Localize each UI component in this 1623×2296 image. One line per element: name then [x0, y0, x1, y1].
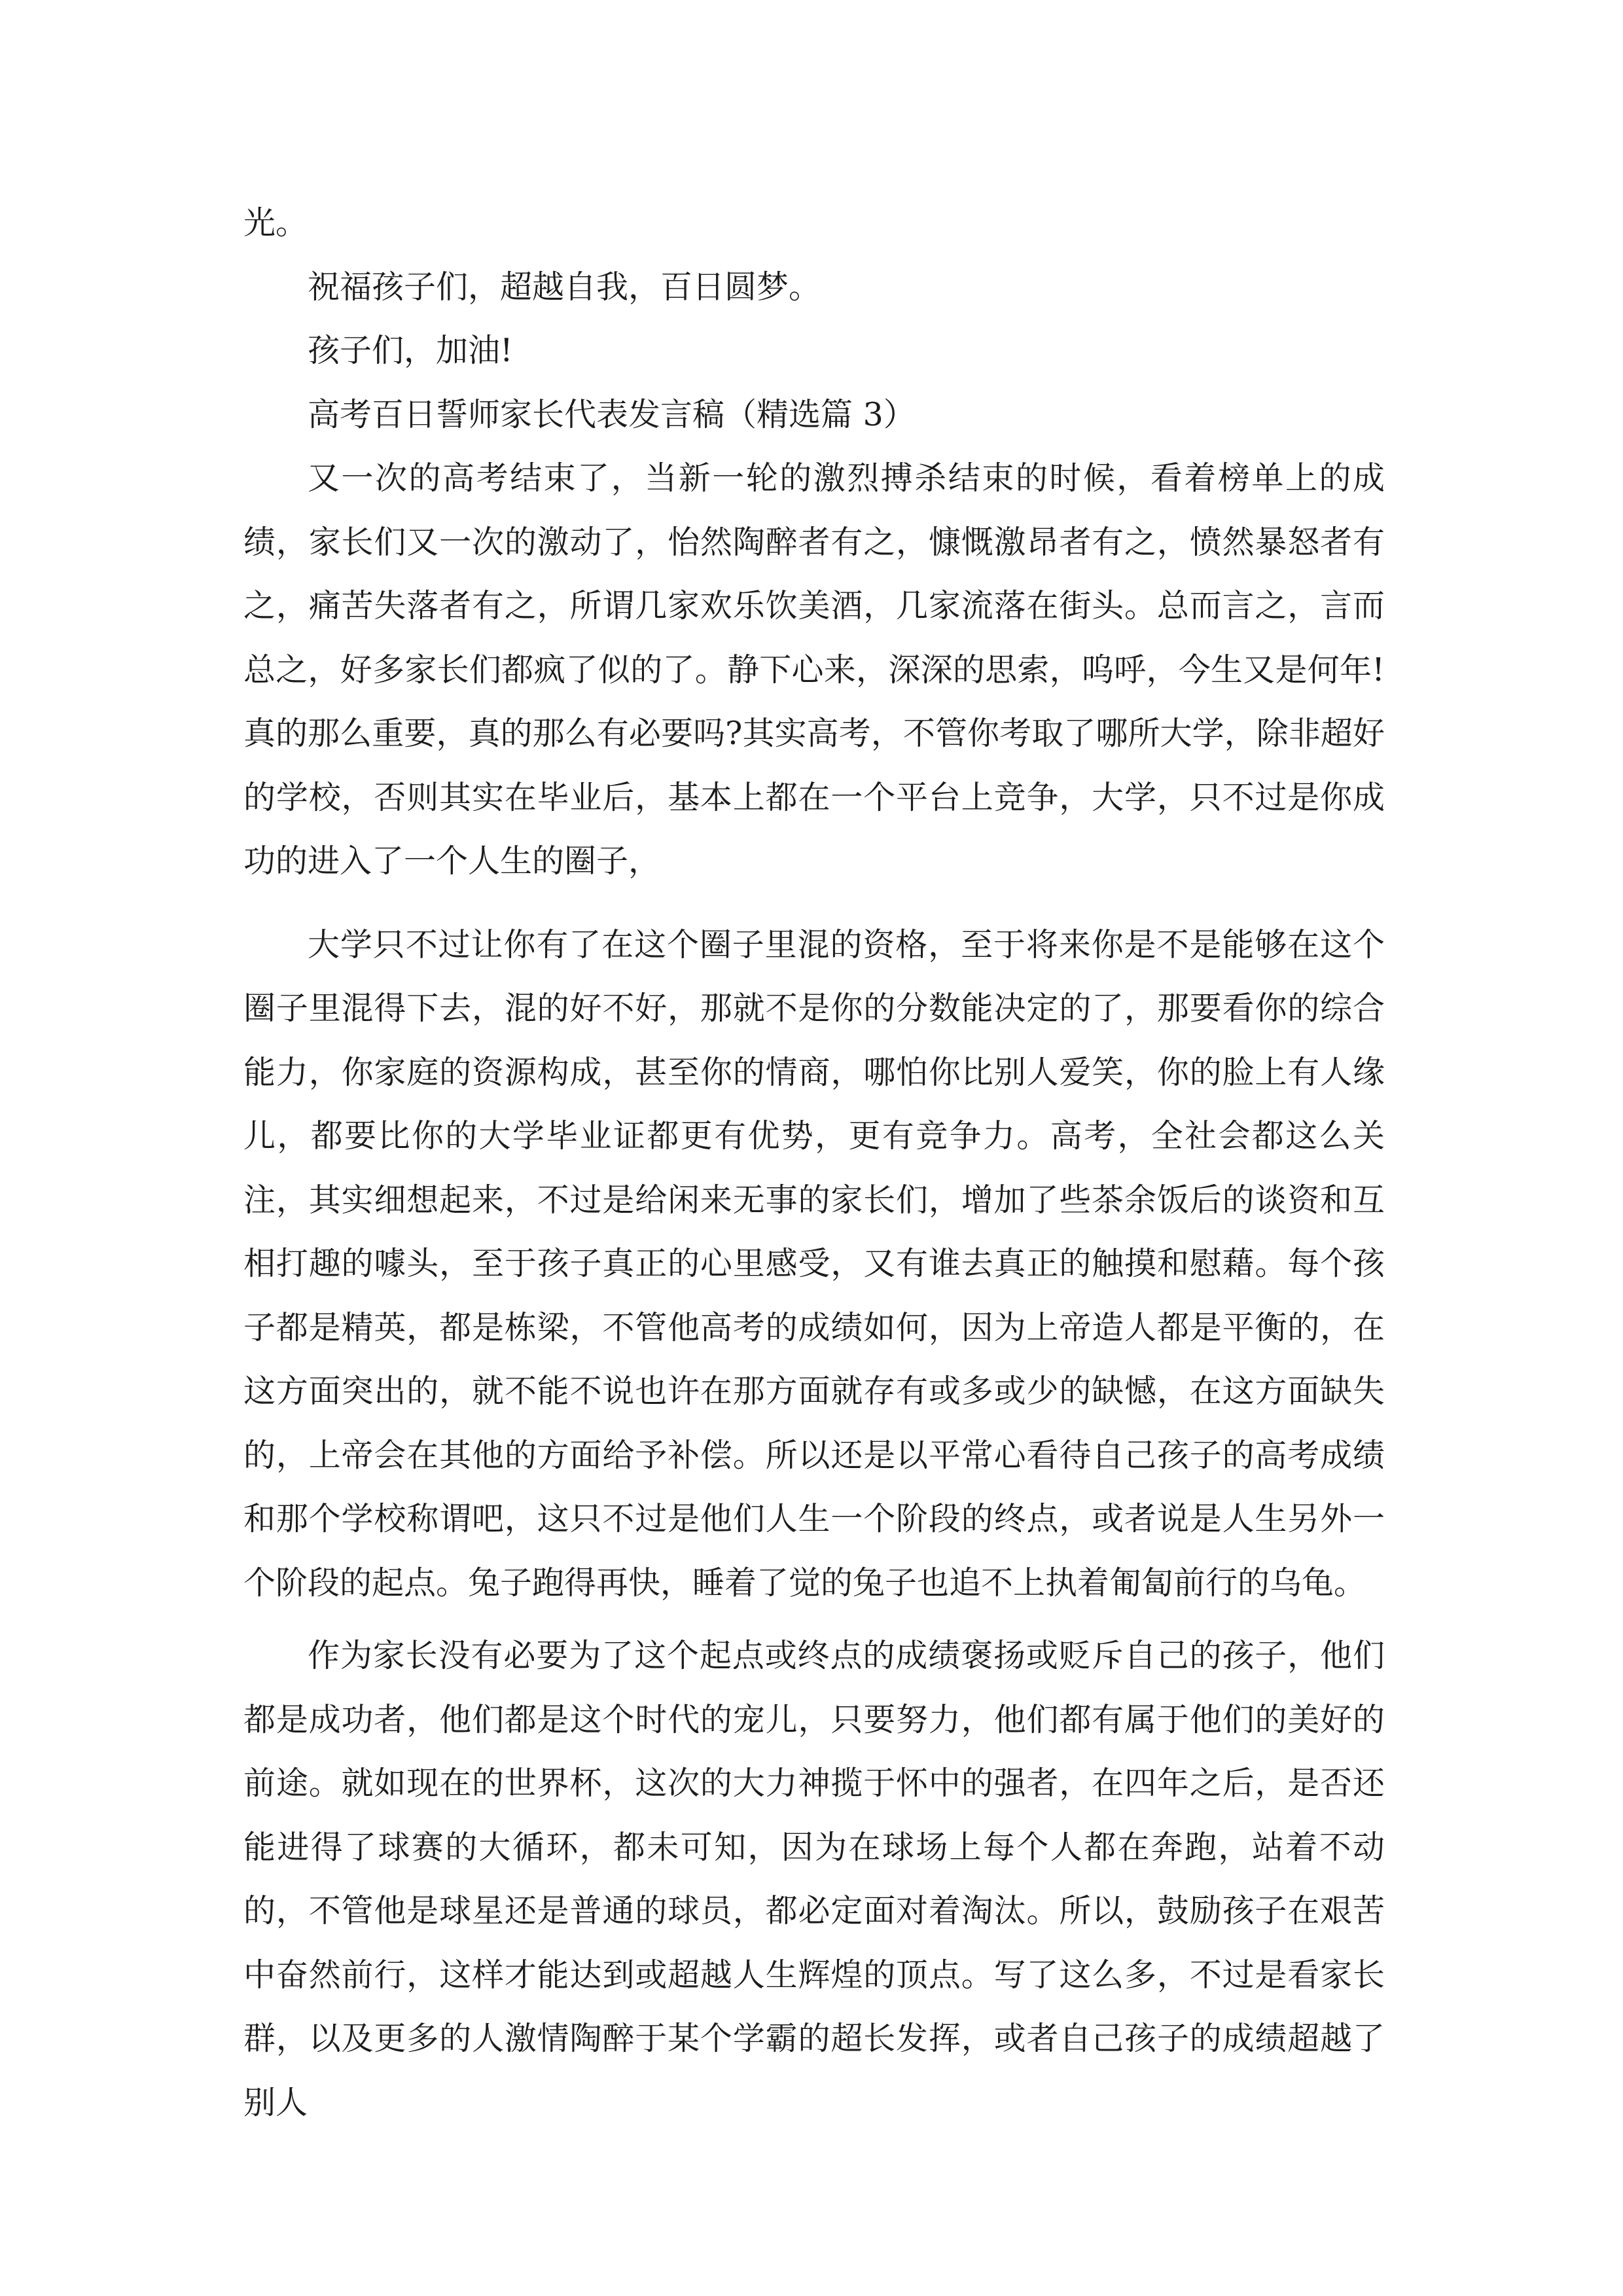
section-heading: 高考百日誓师家长代表发言稿（精选篇 3） [308, 395, 916, 433]
document-body [243, 191, 1385, 2134]
paragraph-body-2: 大学只不过让你有了在这个圈子里混的资格，至于将来你是不是能够在这个圈子里混得下去，混的好不好，那就不是你的分数能决定的了，那要看你的综合能力，你家庭的资源构成，甚至你的情商，哪怕你比别人爱笑，你的脸上有人缘儿，都要比你的大学毕业证都更有优势，更有竞争力。高考，全社会都这么关注，其实细想起来，不过是给闲来无事的家长们，增加了些茶余饭后的谈资和互相打趣的噱头，至于孩子真正的心里感受，又有谁去真正的触摸和慰藉。每个孩子都是精英，都是栋梁，不管他高考的成绩如何，因为上帝造人都是平衡的，在这方面突出的，就不能不说也许在那方面就存有或多或少的缺憾，在这方面缺失的，上帝会在其他的方面给予补偿。所以还是以平常心看待自己孩子的高考成绩和那个学校称谓吧，这只不过是他们人生一个阶段的终点，或者说是人生另外一个阶段的起点。兔子跑得再快，睡着了觉的兔子也追不上执着匍匐前行的乌龟。 [243, 925, 1385, 1602]
paragraph-continuation: 光。 [243, 204, 308, 242]
paragraph-body-1: 又一次的高考结束了，当新一轮的激烈搏杀结束的时候，看着榜单上的成绩，家长们又一次的激动了，怡然陶醉者有之，慷慨激昂者有之，愤然暴怒者有之，痛苦失落者有之，所谓几家欢乐饮美酒，几家流落在街头。总而言之，言而总之，好多家长们都疯了似的了。静下心来，深深的思索，呜呼，今生又是何年!真的那么重要，真的那么有必要吗?其实高考，不管你考取了哪所大学，除非超好的学校，否则其实在毕业后，基本上都在一个平台上竞争，大学，只不过是你成功的进入了一个人生的圈子， [243, 459, 1385, 880]
paragraph-body-3: 作为家长没有必要为了这个起点或终点的成绩褒扬或贬斥自己的孩子，他们都是成功者，他们都是这个时代的宠儿，只要努力，他们都有属于他们的美好的前途。就如现在的世界杯，这次的大力神揽于怀中的强者，在四年之后，是否还能进得了球赛的大循环，都未可知，因为在球场上每个人都在奔跑，站着不动的，不管他是球星还是普通的球员，都必定面对着淘汰。所以，鼓励孩子在艰苦中奋然前行，这样才能达到或超越人生辉煌的顶点。写了这么多，不过是看家长群，以及更多的人激情陶醉于某个学霸的超长发挥，或者自己孩子的成绩超越了别人 [243, 1637, 1385, 2121]
paragraph-cheer: 孩子们，加油! [308, 332, 513, 369]
paragraph-blessing: 祝福孩子们，超越自我，百日圆梦。 [308, 268, 821, 306]
